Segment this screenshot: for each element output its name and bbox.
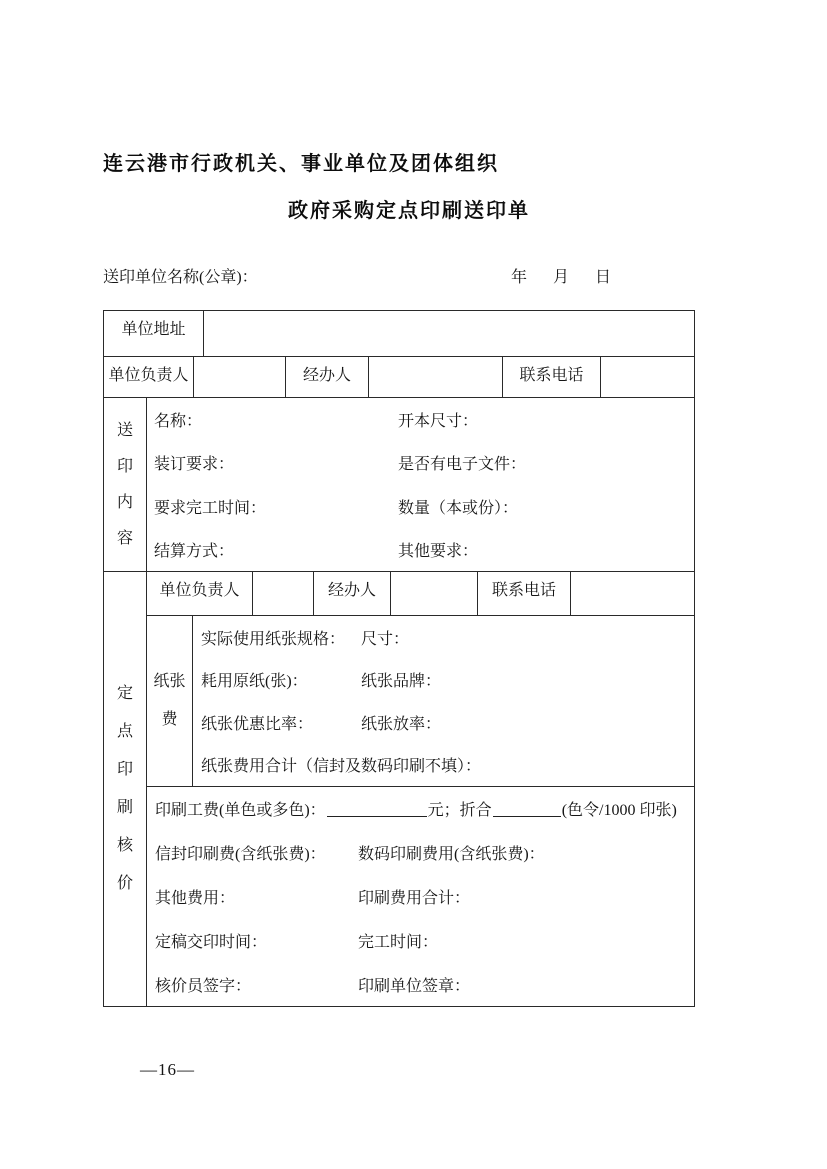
field-label: 其他费用： (155, 889, 236, 907)
phone-value-cell-top (601, 357, 694, 397)
field-label: 数码印刷费用(含纸张费)： (358, 846, 545, 864)
form-row (147, 441, 694, 484)
date-line (511, 264, 611, 287)
send-content-fields (147, 398, 694, 571)
field-label: 纸张放率： (361, 715, 442, 733)
field-label: 结算方式： (154, 542, 235, 560)
paper-fee-label-line: 费 (161, 711, 178, 728)
handler-label-cell-pricing: 经办人 (314, 572, 391, 615)
field-label: 印刷工费(单色或多色)： (155, 802, 326, 820)
field-label: 装订要求： (154, 456, 235, 474)
contacts-row-top (104, 357, 694, 398)
field-label: 纸张优惠比率： (201, 715, 314, 733)
vertical-label-char: 容 (116, 529, 133, 547)
header-line (103, 264, 695, 287)
paper-fee-label (147, 616, 193, 786)
vertical-label-char: 价 (116, 875, 133, 892)
date-month-label: 月 (552, 269, 569, 286)
pricing-section (104, 572, 694, 1006)
field-label: 印刷单位签章： (358, 977, 471, 995)
field-label: 元；折合 (427, 802, 492, 820)
field-label: 信封印刷费(含纸张费)： (155, 846, 326, 864)
field-label: 定稿交印时间： (155, 933, 268, 951)
paper-fee-subsection (147, 616, 694, 787)
manager-label-cell-top: 单位负责人 (104, 357, 194, 397)
field-label: 纸张费用合计（信封及数码印刷不填）： (201, 758, 482, 776)
vertical-label-char: 定 (116, 685, 133, 702)
vertical-label-char: 内 (116, 493, 133, 511)
form-title-line2: 政府采购定点印刷送印单 (288, 200, 530, 222)
paper-fee-fields (193, 616, 694, 786)
phone-label-cell-pricing: 联系电话 (478, 572, 571, 615)
vertical-label-char: 送 (116, 421, 133, 439)
contacts-row-pricing (147, 572, 694, 616)
form-row (193, 659, 694, 702)
unit-address-label-cell: 单位地址 (104, 311, 204, 356)
vertical-label-char: 核 (116, 837, 133, 854)
field-label: 耗用原纸(张)： (201, 673, 308, 691)
form-title-line1: 连云港市行政机关、事业单位及团体组织 (103, 153, 499, 175)
manager-label-cell-pricing: 单位负责人 (147, 572, 253, 615)
field-label: 名称： (154, 413, 203, 431)
field-label: 其他要求： (398, 542, 479, 560)
vertical-label-char: 印 (116, 457, 133, 475)
date-year-label: 年 (510, 269, 527, 286)
field-label: 完工时间： (358, 933, 439, 951)
paper-fee-label-line: 纸张 (153, 673, 186, 690)
send-content-section (104, 398, 694, 572)
form-row (193, 616, 694, 659)
form-row (147, 831, 694, 875)
unit-address-row (104, 311, 694, 357)
vertical-label-char: 印 (116, 761, 133, 778)
form-row (147, 485, 694, 528)
form-row (147, 962, 694, 1006)
manager-value-cell-top (194, 357, 286, 397)
field-label: 是否有电子文件： (398, 456, 527, 474)
unit-address-value-cell (204, 311, 694, 356)
vertical-label-char: 点 (116, 723, 133, 740)
field-label: 要求完工时间： (154, 499, 267, 517)
handler-value-cell-top (369, 357, 503, 397)
field-label: 纸张品牌： (361, 673, 442, 691)
field-label: (色令/1000 印张) (561, 802, 677, 820)
pricing-section-content (147, 572, 694, 1006)
form-row (147, 875, 694, 919)
form-row (193, 701, 694, 744)
handler-label-cell-top: 经办人 (286, 357, 369, 397)
vertical-label-char: 刷 (116, 799, 133, 816)
fill-in-blank (493, 801, 561, 817)
form-row (147, 528, 694, 571)
field-label: 核价员签字： (155, 977, 252, 995)
pricing-section-label (104, 572, 147, 1006)
field-label: 印刷费用合计： (358, 889, 471, 907)
form-row (193, 744, 694, 787)
date-day-label: 日 (594, 269, 611, 286)
form-row (147, 918, 694, 962)
print-order-form-table (103, 310, 695, 1007)
manager-value-cell-pricing (253, 572, 314, 615)
send-content-section-label (104, 398, 147, 571)
phone-value-cell-pricing (571, 572, 694, 615)
sender-name-label: 送印单位名称(公章)： (103, 269, 258, 286)
phone-label-cell-top: 联系电话 (503, 357, 601, 397)
form-row (147, 398, 694, 441)
work-fee-row (147, 787, 694, 831)
field-label: 开本尺寸： (398, 413, 479, 431)
print-fee-subsection (147, 787, 694, 1006)
fill-in-blank (327, 801, 427, 817)
page-number: —16— (140, 1060, 195, 1079)
handler-value-cell-pricing (391, 572, 478, 615)
field-label: 数量（本或份）： (398, 499, 519, 517)
field-label: 尺寸： (361, 630, 410, 648)
field-label: 实际使用纸张规格： (201, 630, 346, 648)
